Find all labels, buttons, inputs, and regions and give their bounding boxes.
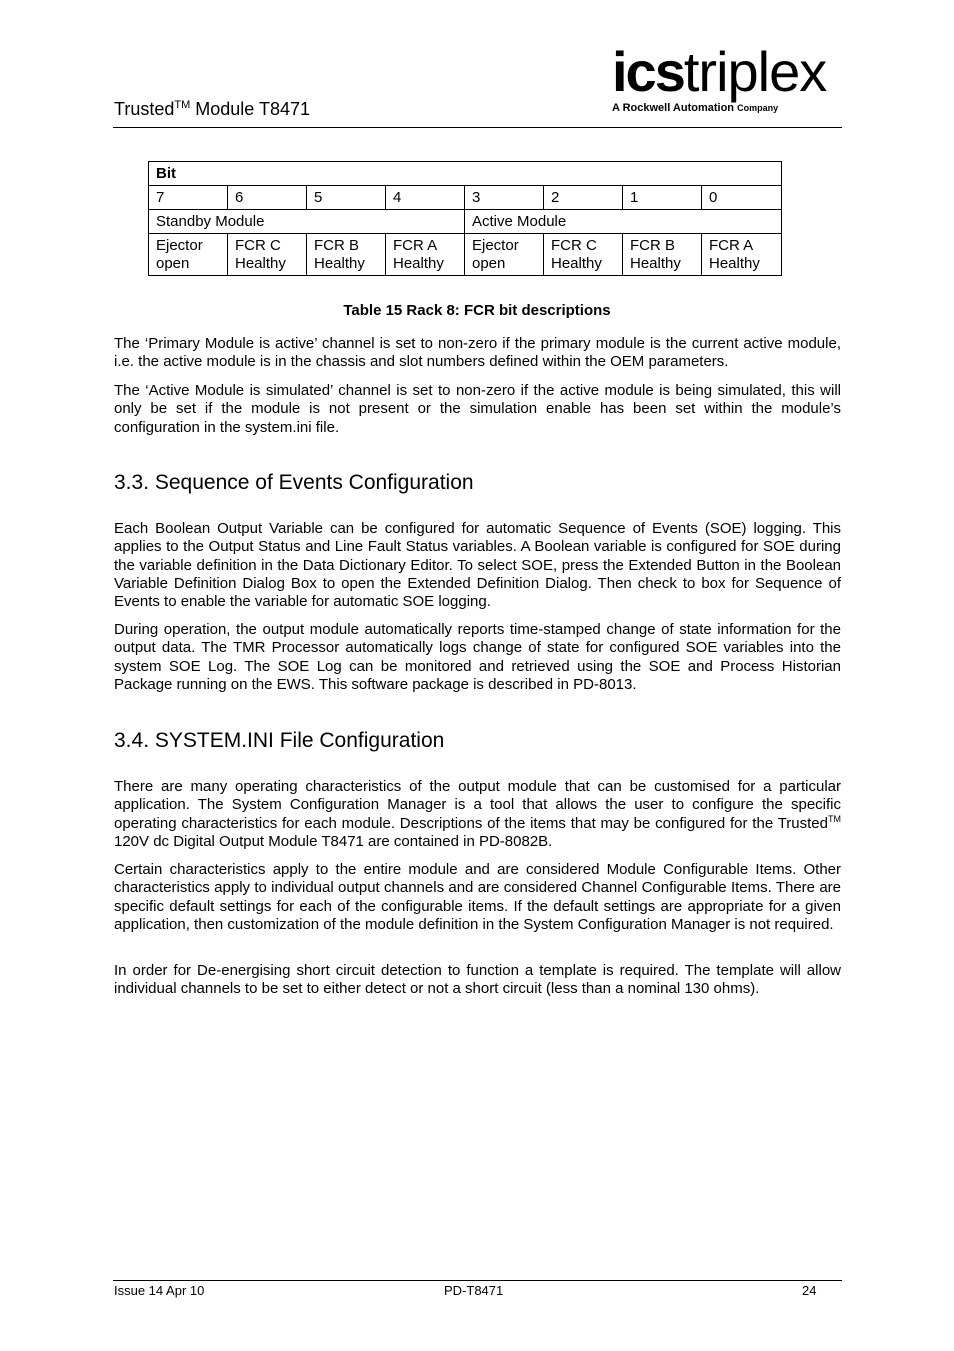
fcr-bit-table [148, 161, 782, 276]
footer-issue: Issue 14 Apr 10 [114, 1283, 205, 1298]
bit-cell: 0 [702, 186, 782, 210]
logo-bold-text: ics [612, 40, 684, 103]
section-heading-system-ini: 3.4. SYSTEM.INI File Configuration [114, 729, 445, 752]
paragraph-text: There are many operating characteristics of the output module that can be customised for a particular application. The System Configuration Manager is a tool that allows the user to configure the specific operating characteristics for each module. Descriptions of the items that may be configured for the Trusted [114, 778, 841, 832]
paragraph-text: 120V dc Digital Output Module T8471 are contained in PD-8082B. [114, 832, 553, 850]
module-group-row [149, 210, 782, 234]
description-line: Healthy [630, 255, 681, 272]
header-title-suffix: Module T8471 [190, 99, 311, 119]
description-cell [386, 234, 465, 276]
logo-tagline-main: A Rockwell Automation [612, 102, 735, 114]
description-line: Healthy [393, 255, 444, 272]
bit-cell: 3 [465, 186, 544, 210]
table-caption: Table 15 Rack 8: FCR bit descriptions [343, 302, 611, 319]
header-title-prefix: Trusted [114, 99, 175, 119]
logo-tagline-small: Company [737, 103, 779, 113]
paragraph-active-simulated: The ‘Active Module is simulated’ channel is set to non-zero if the active module is being simulated, this will only be set if the module is not present or the simulation enable has been set within the module’s configuration in the system.ini file. [114, 382, 841, 436]
description-line: Healthy [314, 255, 365, 272]
description-cell [149, 234, 228, 276]
description-line: Healthy [235, 255, 286, 272]
description-cell [544, 234, 623, 276]
trademark-sup: TM [174, 99, 191, 111]
table-header-cell: Bit [149, 162, 782, 186]
description-line: FCR B [314, 237, 359, 254]
description-line: FCR C [235, 237, 281, 254]
paragraph-primary-active: The ‘Primary Module is active’ channel is set to non-zero if the primary module is the current active module, i.e. the active module is in the chassis and slot numbers defined within the OEM parameters. [114, 335, 841, 371]
description-line: FCR C [551, 237, 597, 254]
description-cell [465, 234, 544, 276]
ics-triplex-logo [612, 40, 844, 114]
paragraph-soe-config: Each Boolean Output Variable can be configured for automatic Sequence of Events (SOE) logging. This applies to the Output Status and Line Fault Status variables. A Boolean variable is configured for SOE during the variable definition in the Data Dictionary Editor. To select SOE, press the Extended Button in the Boolean Variable Definition Dialog Box to open the Extended Definition Dialog. Then check to box for Sequence of Events to enable the variable for automatic SOE logging. [114, 520, 841, 611]
bit-cell: 6 [228, 186, 307, 210]
bit-cell: 1 [623, 186, 702, 210]
table-header-row [149, 162, 782, 186]
header-title [114, 99, 310, 120]
section-heading-soe: 3.3. Sequence of Events Configuration [114, 471, 474, 494]
description-row [149, 234, 782, 276]
group-cell-active: Active Module [465, 210, 782, 234]
paragraph-configurable-items: Certain characteristics apply to the entire module and are considered Module Configurable Items. Other characteristics apply to individual output channels and are considered Channel Configurable Items. There are specific default settings for each of the configurable items. If the default settings are appropriate for a given application, then customization of the module definition in the System Configuration Manager is not required. [114, 861, 841, 933]
bit-number-row [149, 186, 782, 210]
paragraph-short-circuit: In order for De-energising short circuit detection to function a template is required. The template will allow individual channels to be set to either detect or not a short circuit (less than a nominal 130 ohms). [114, 962, 841, 998]
description-line: FCR A [393, 237, 438, 254]
description-line: Ejector [472, 237, 519, 254]
description-cell [702, 234, 782, 276]
description-line: Ejector [156, 237, 203, 254]
description-line: Healthy [551, 255, 602, 272]
description-line: open [156, 255, 190, 272]
bit-cell: 2 [544, 186, 623, 210]
description-cell [228, 234, 307, 276]
description-cell [623, 234, 702, 276]
trademark-sup: TM [828, 813, 841, 824]
description-line: FCR A [709, 237, 754, 254]
bit-cell: 5 [307, 186, 386, 210]
logo-light-text: triplex [683, 40, 827, 103]
description-line: Healthy [709, 255, 760, 272]
logo-wordmark [612, 40, 844, 103]
description-line: open [472, 255, 506, 272]
description-cell [307, 234, 386, 276]
paragraph-soe-operation: During operation, the output module automatically reports time-stamped change of state information for the output data. The TMR Processor automatically logs change of state for configured SOE variables into the system SOE Log. The SOE Log can be monitored and retrieved using the SOE and Process Historian Package running on the EWS. This software package is described in PD-8013. [114, 621, 841, 693]
bit-cell: 7 [149, 186, 228, 210]
header-rule [113, 127, 842, 128]
bit-cell: 4 [386, 186, 465, 210]
group-cell-standby: Standby Module [149, 210, 465, 234]
logo-tagline [612, 102, 844, 114]
footer-page-number: 24 [802, 1283, 817, 1298]
description-line: FCR B [630, 237, 675, 254]
footer-rule [113, 1280, 842, 1281]
paragraph-config-manager [114, 778, 841, 851]
footer-doc-id: PD-T8471 [444, 1283, 504, 1298]
